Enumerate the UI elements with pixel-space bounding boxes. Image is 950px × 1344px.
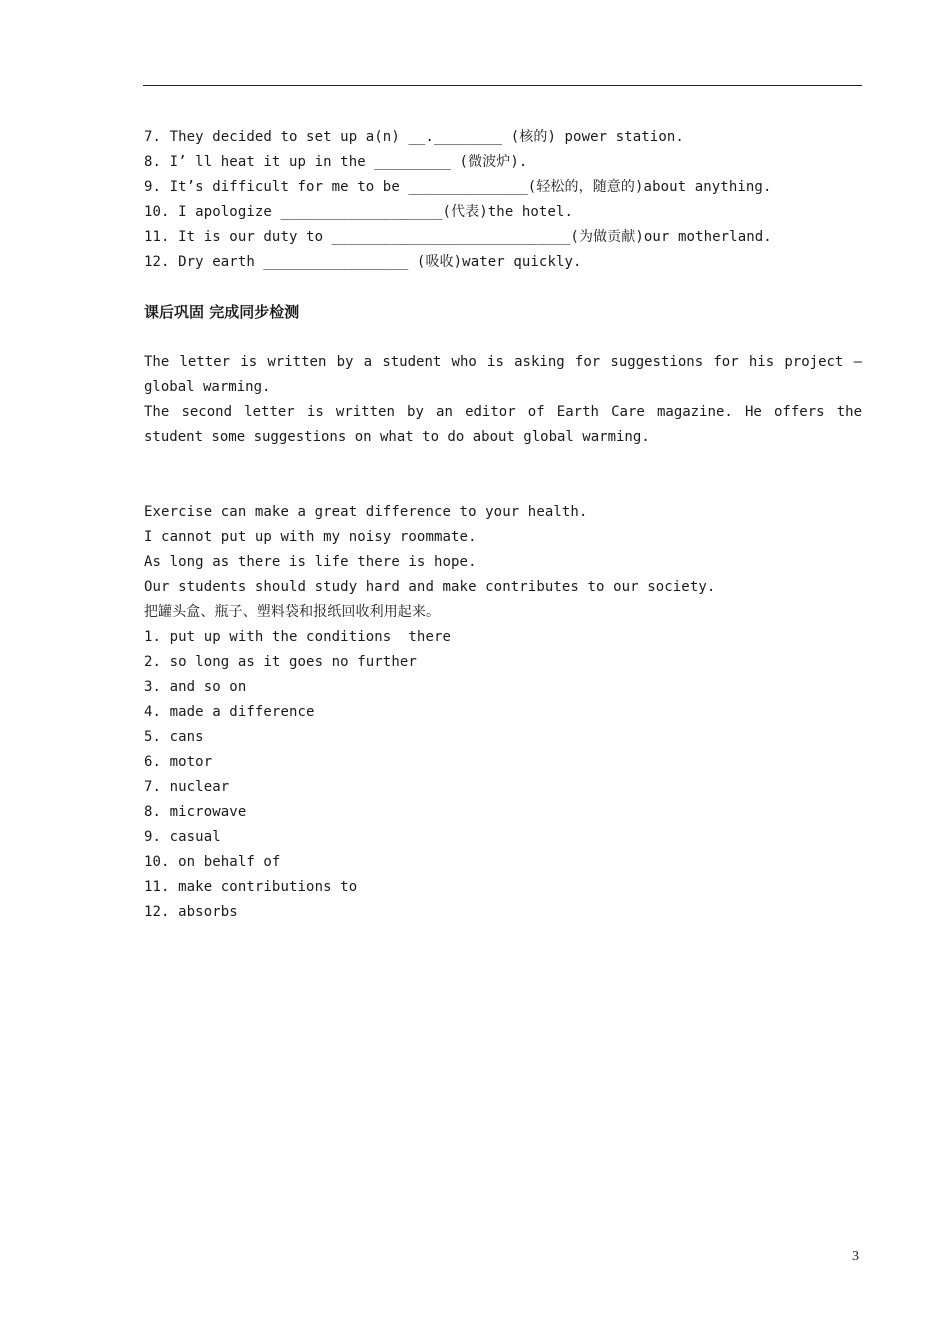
translation-answer: As long as there is life there is hope.: [144, 554, 477, 570]
exercise-item-7: 7. They decided to set up a(n) __.________ (核的) power station.: [144, 129, 684, 145]
translation-answer-chinese: 把罐头盒、瓶子、塑料袋和报纸回收利用起来。: [144, 604, 441, 620]
answer-item: 9. casual: [144, 829, 221, 845]
page-content: [144, 125, 862, 925]
answer-item: 12. absorbs: [144, 904, 238, 920]
answer-item: 11. make contributions to: [144, 879, 358, 895]
reading-answers: [144, 350, 862, 450]
translation-answer: I cannot put up with my noisy roommate.: [144, 529, 477, 545]
exercise-item-12: 12. Dry earth _________________ (吸收)water quickly.: [144, 254, 582, 270]
exercise-list: [144, 125, 862, 275]
answer-key: [144, 625, 862, 925]
section-heading: 课后巩固 完成同步检测: [144, 303, 300, 321]
translation-answer: Our students should study hard and make contributes to our society.: [144, 579, 716, 595]
exercise-item-9: 9. It’s difficult for me to be ______________(轻松的，随意的)about anything.: [144, 179, 772, 195]
answer-item: 6. motor: [144, 754, 213, 770]
exercise-item-11: 11. It is our duty to ____________________________(为做贡献)our motherland.: [144, 229, 772, 245]
reading-paragraph-2: The second letter is written by an editor of Earth Care magazine. He offers the student some suggestions on what to do about global warming.: [144, 404, 862, 445]
answer-item: 4. made a difference: [144, 704, 315, 720]
answer-item: 10. on behalf of: [144, 854, 281, 870]
exercise-item-8: 8. I’ ll heat it up in the _________ (微波炉).: [144, 154, 528, 170]
page-number: 3: [852, 1249, 859, 1264]
answer-item: 3. and so on: [144, 679, 247, 695]
translation-answers: [144, 500, 862, 625]
answer-item: 2. so long as it goes no further: [144, 654, 417, 670]
answer-item: 7. nuclear: [144, 779, 230, 795]
answer-item: 8. microwave: [144, 804, 247, 820]
translation-answer: Exercise can make a great difference to your health.: [144, 504, 588, 520]
header-rule: [143, 85, 862, 86]
reading-paragraph-1: The letter is written by a student who is asking for suggestions for his project — global warming.: [144, 354, 862, 395]
answer-item: 5. cans: [144, 729, 204, 745]
answer-item: 1. put up with the conditions there: [144, 629, 452, 645]
exercise-item-10: 10. I apologize ___________________(代表)the hotel.: [144, 204, 574, 220]
